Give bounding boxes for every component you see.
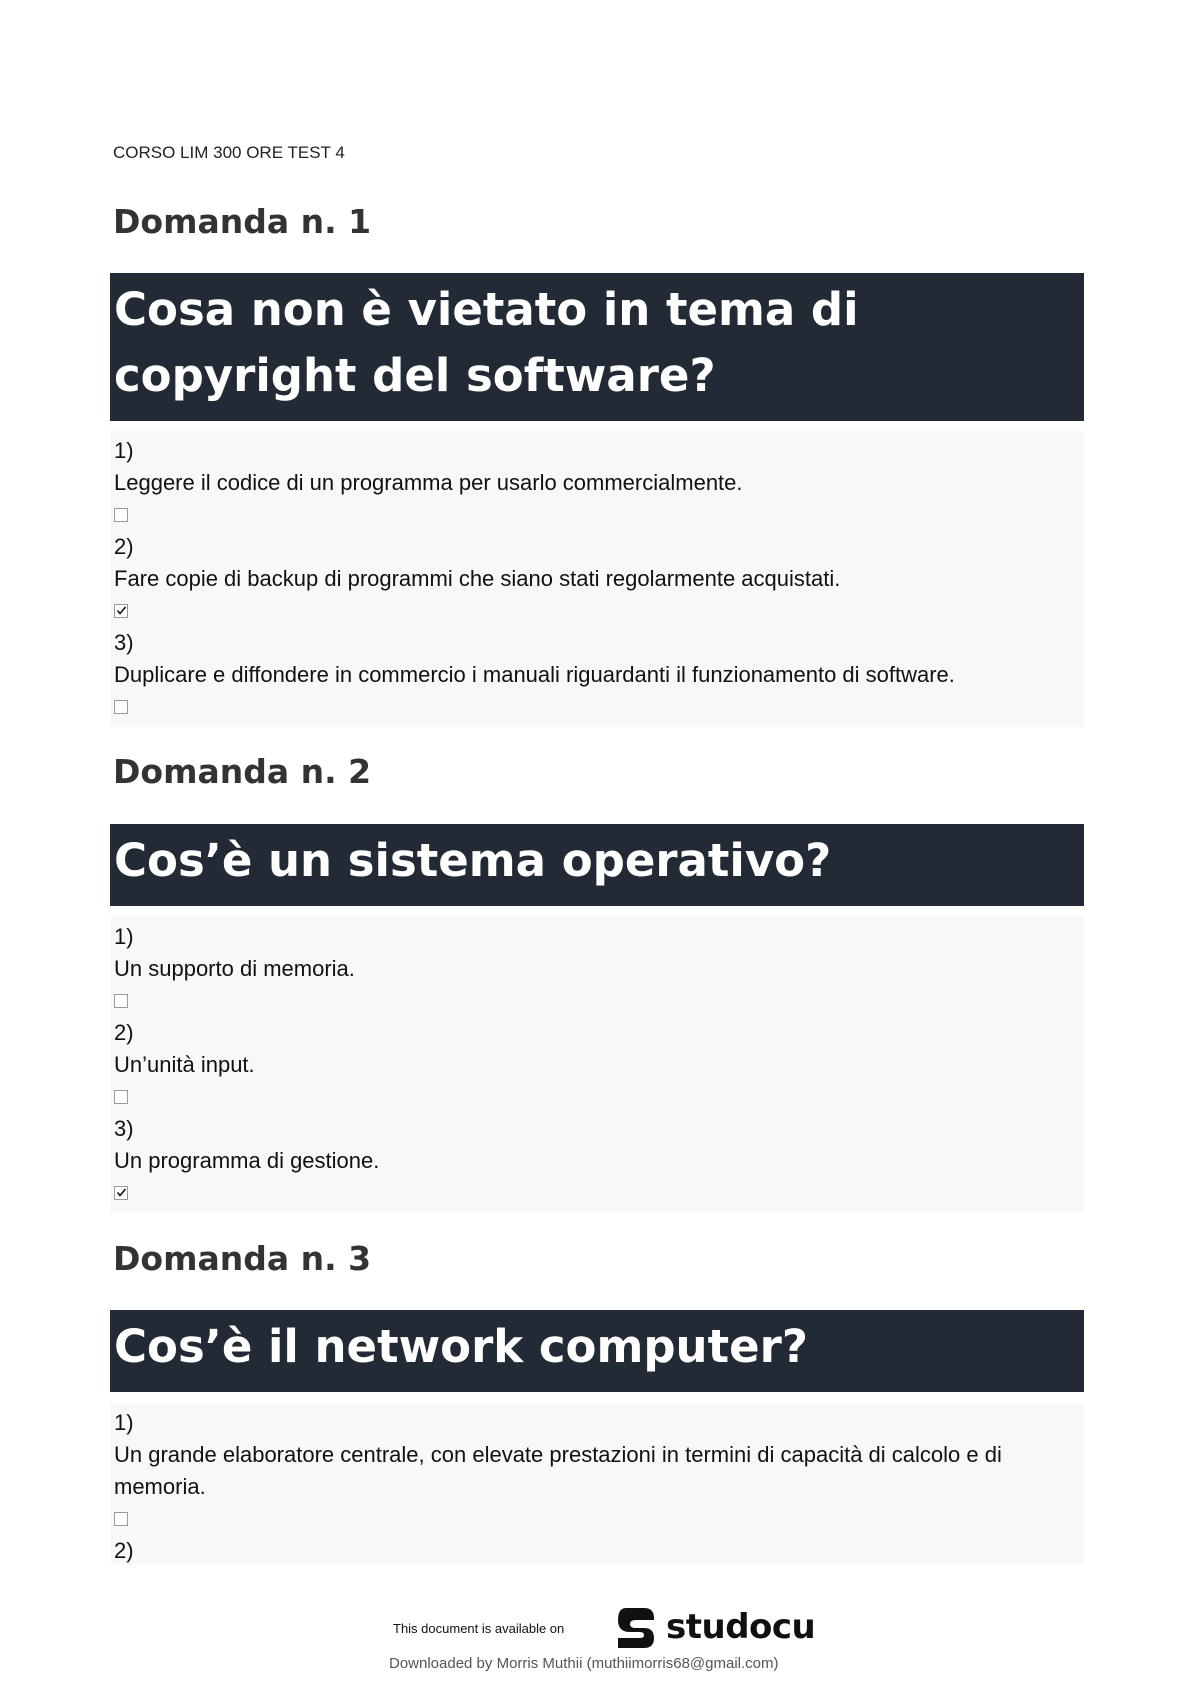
answer-checkbox[interactable]	[114, 994, 128, 1008]
answer-checkbox[interactable]	[114, 700, 128, 714]
answer-option	[114, 921, 1080, 1017]
checkmark-icon	[116, 1187, 127, 1198]
answer-text: Un supporto di memoria.	[114, 956, 355, 981]
answer-number: 3)	[114, 630, 134, 655]
answer-text: Un grande elaboratore centrale, con elevate prestazioni in termini di capacità di calcolo e di memoria.	[114, 1442, 1002, 1499]
answer-option	[114, 1113, 1080, 1209]
answer-checkbox[interactable]	[114, 1512, 128, 1526]
answer-number: 1)	[114, 438, 134, 463]
question-1-heading: Domanda n. 1	[113, 202, 372, 241]
question-1-text: Cosa non è vietato in tema di copyright del software?	[110, 273, 1084, 421]
answer-option	[114, 531, 1080, 627]
answer-number: 2)	[114, 1020, 134, 1045]
answer-text: Fare copie di backup di programmi che siano stati regolarmente acquistati.	[114, 566, 841, 591]
studocu-logo[interactable]	[612, 1604, 815, 1650]
answer-number: 2)	[114, 534, 134, 559]
answer-checkbox[interactable]	[114, 1186, 128, 1200]
studocu-logo-icon	[612, 1604, 658, 1650]
question-3-answers	[110, 1403, 1084, 1563]
checkmark-icon	[116, 605, 127, 616]
answer-option	[114, 435, 1080, 531]
downloaded-by-line: Downloaded by Morris Muthii (muthiimorris68@gmail.com)	[389, 1655, 779, 1672]
footer-availability-text: This document is available on	[393, 1621, 565, 1636]
answer-text: Leggere il codice di un programma per usarlo commercialmente.	[114, 470, 743, 495]
answer-option	[114, 627, 1080, 723]
answer-number: 1)	[114, 1410, 134, 1435]
answer-text: Duplicare e diffondere in commercio i manuali riguardanti il funzionamento di software.	[114, 662, 955, 687]
answer-number: 1)	[114, 924, 134, 949]
answer-checkbox[interactable]	[114, 604, 128, 618]
answer-option	[114, 1017, 1080, 1113]
question-3-heading: Domanda n. 3	[113, 1239, 372, 1278]
studocu-logo-text: studocu	[666, 1607, 816, 1647]
question-3-text: Cos’è il network computer?	[110, 1310, 1084, 1392]
answer-number: 2)	[114, 1538, 134, 1563]
question-2-text: Cos’è un sistema operativo?	[110, 824, 1084, 906]
question-2-heading: Domanda n. 2	[113, 752, 372, 791]
question-2-answers	[110, 917, 1084, 1213]
answer-option	[114, 1407, 1080, 1535]
answer-option	[114, 1535, 1080, 1567]
question-1-answers	[110, 431, 1084, 727]
answer-checkbox[interactable]	[114, 1090, 128, 1104]
answer-checkbox[interactable]	[114, 508, 128, 522]
answer-text: Un’unità input.	[114, 1052, 255, 1077]
answer-number: 3)	[114, 1116, 134, 1141]
answer-text: Un programma di gestione.	[114, 1148, 380, 1173]
document-title: CORSO LIM 300 ORE TEST 4	[113, 143, 345, 162]
